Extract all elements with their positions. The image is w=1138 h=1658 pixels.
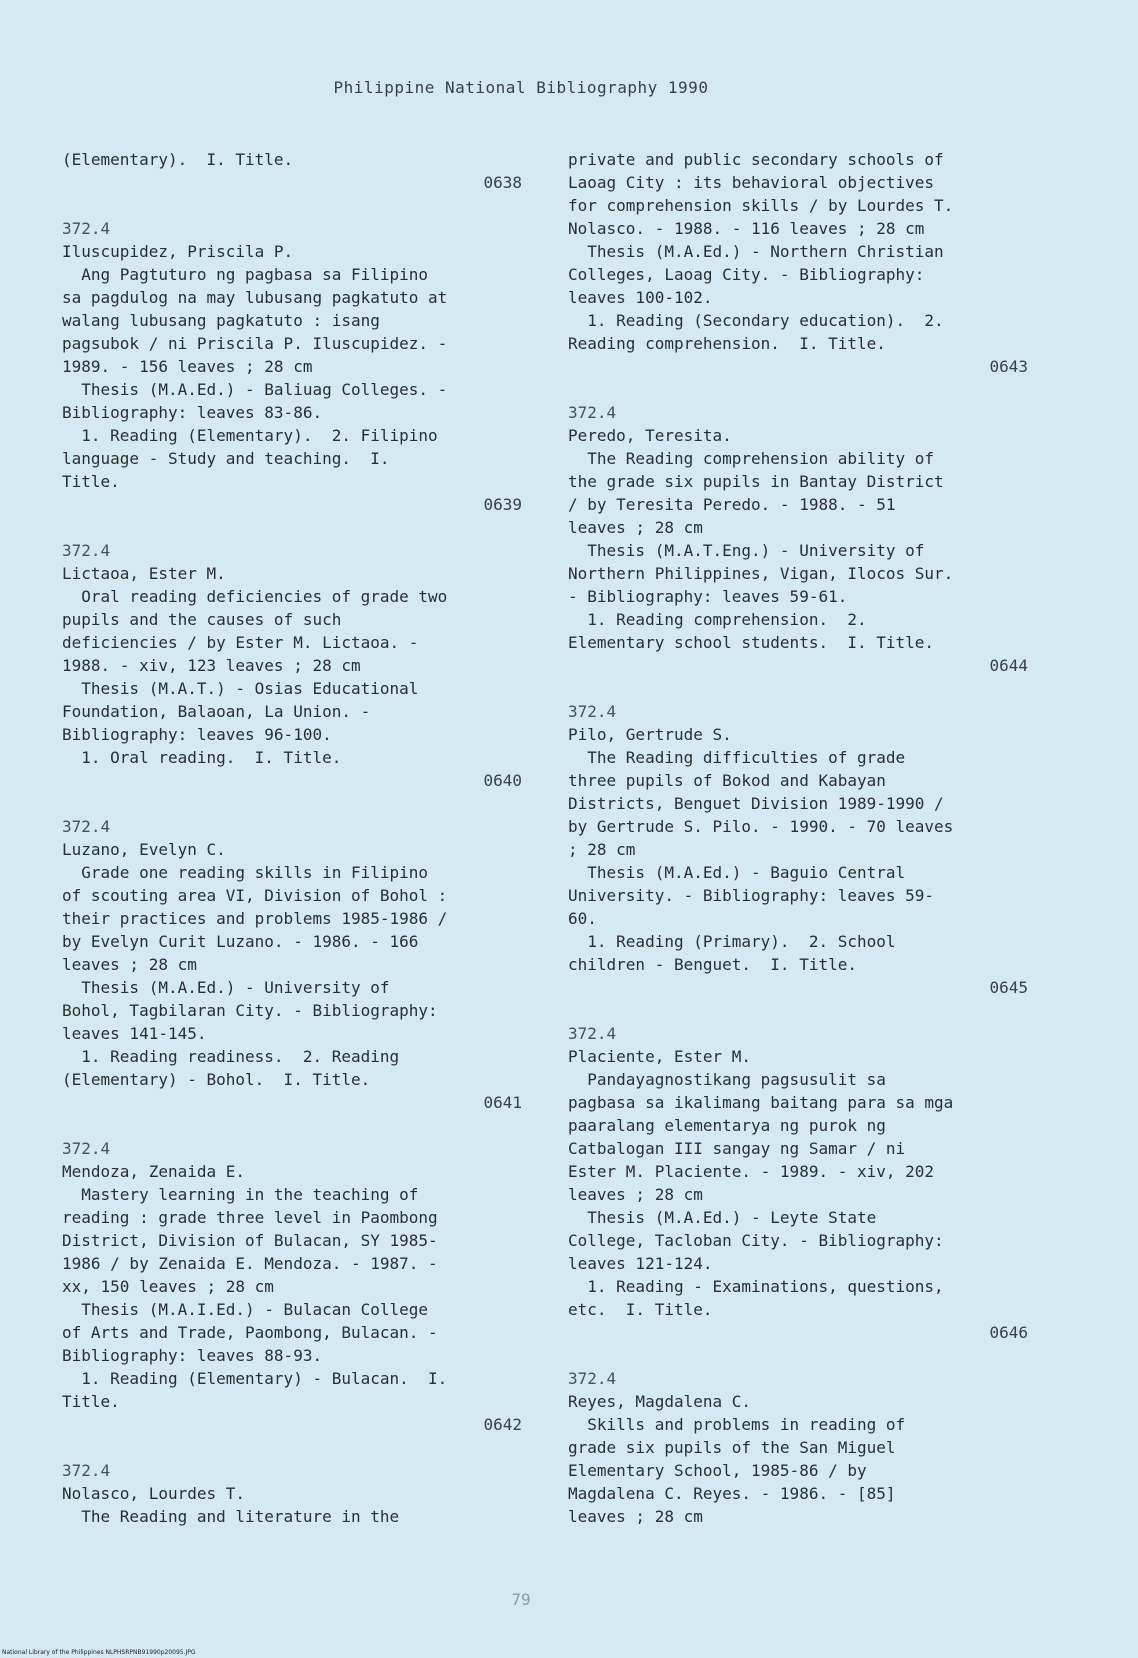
classification-number: 372.4 — [568, 702, 617, 721]
bibliography-entry — [62, 1459, 522, 1528]
classification-number: 372.4 — [62, 219, 111, 238]
entry-text-line: 1. Reading (Primary). 2. School — [568, 932, 896, 951]
classification-number: 372.4 — [62, 1139, 111, 1158]
entry-text-line: Thesis (M.A.Ed.) - Northern Christian — [568, 242, 944, 261]
entry-text-line: 1989. - 156 leaves ; 28 cm — [62, 357, 313, 376]
entry-text-line: Districts, Benguet Division 1989-1990 / — [568, 794, 944, 813]
entry-text-line: of Arts and Trade, Paombong, Bulacan. - — [62, 1323, 438, 1342]
entry-text-line: etc. I. Title. — [568, 1300, 713, 1319]
entry-text-line: Mastery learning in the teaching of — [62, 1185, 419, 1204]
entry-spacer — [62, 792, 522, 815]
entry-text-line: Thesis (M.A.Ed.) - Baguio Central — [568, 863, 906, 882]
entry-author: Lictaoa, Ester M. — [62, 564, 226, 583]
entry-text-line: grade six pupils of the San Miguel — [568, 1438, 896, 1457]
entry-text-line: 1. Reading comprehension. 2. — [568, 610, 867, 629]
bibliography-entry — [568, 1022, 1028, 1344]
entry-text-line: Elementary School, 1985-86 / by — [568, 1461, 867, 1480]
bibliography-entry — [568, 401, 1028, 677]
entry-spacer — [568, 1344, 1028, 1367]
bibliography-entry — [568, 1367, 1028, 1528]
entry-text-line: private and public secondary schools of — [568, 150, 944, 169]
entry-spacer — [568, 677, 1028, 700]
entry-text-line: / by Teresita Peredo. - 1988. - 51 — [568, 495, 896, 514]
entry-text-line: Thesis (M.A.Ed.) - Baliuag Colleges. - — [62, 380, 448, 399]
entry-text-line: the grade six pupils in Bantay District — [568, 472, 944, 491]
entry-text-line: The Reading comprehension ability of — [568, 449, 935, 468]
entry-text-line: walang lubusang pagkatuto : isang — [62, 311, 380, 330]
entry-text-line: pupils and the causes of such — [62, 610, 342, 629]
entry-text-line: xx, 150 leaves ; 28 cm — [62, 1277, 274, 1296]
entry-text-line: leaves ; 28 cm — [568, 1185, 703, 1204]
entry-text-line: leaves ; 28 cm — [62, 955, 197, 974]
entry-text-line: Elementary school students. I. Title. — [568, 633, 935, 652]
entry-text-line: Northern Philippines, Vigan, Ilocos Sur. — [568, 564, 954, 583]
bibliography-entry — [62, 148, 522, 194]
entry-text-line: leaves 100-102. — [568, 288, 713, 307]
entry-text-line: 1. Reading (Elementary) - Bulacan. I. — [62, 1369, 448, 1388]
entry-number: 0638 — [483, 173, 522, 192]
entry-text-line: Title. — [62, 472, 120, 491]
entry-number: 0640 — [483, 771, 522, 790]
entry-text-line: Bohol, Tagbilaran City. - Bibliography: — [62, 1001, 438, 1020]
entry-text-line: by Evelyn Curit Luzano. - 1986. - 166 — [62, 932, 419, 951]
entry-text-line: 1. Oral reading. I. Title. — [62, 748, 342, 767]
bibliography-entry — [62, 1137, 522, 1436]
entry-text-line: language - Study and teaching. I. — [62, 449, 390, 468]
scan-credit: National Library of the Philippines NLPHSRPNB91990p20095.JPG — [2, 1649, 196, 1656]
entry-text-line: Thesis (M.A.Ed.) - Leyte State — [568, 1208, 877, 1227]
bibliography-entry — [568, 700, 1028, 999]
entry-text-line: College, Tacloban City. - Bibliography: — [568, 1231, 944, 1250]
entry-text-line: Laoag City : its behavioral objectives — [568, 173, 935, 192]
entry-text-line: (Elementary) - Bohol. I. Title. — [62, 1070, 371, 1089]
page-number: 79 — [511, 1590, 531, 1609]
entry-text-line: by Gertrude S. Pilo. - 1990. - 70 leaves — [568, 817, 954, 836]
bibliography-entry — [62, 815, 522, 1114]
entry-author: Luzano, Evelyn C. — [62, 840, 226, 859]
entry-text-line: 1986 / by Zenaida E. Mendoza. - 1987. - — [62, 1254, 438, 1273]
classification-number: 372.4 — [62, 541, 111, 560]
entry-text-line: District, Division of Bulacan, SY 1985- — [62, 1231, 438, 1250]
entry-spacer — [62, 1114, 522, 1137]
entry-spacer — [62, 1436, 522, 1459]
entry-text-line: ; 28 cm — [568, 840, 636, 859]
page-header: Philippine National Bibliography 1990 — [333, 78, 709, 97]
entry-text-line: Thesis (M.A.Ed.) - University of — [62, 978, 390, 997]
classification-number: 372.4 — [568, 403, 617, 422]
classification-number: 372.4 — [62, 1461, 111, 1480]
bibliography-entry — [62, 539, 522, 792]
entry-text-line: children - Benguet. I. Title. — [568, 955, 857, 974]
entry-text-line: leaves 141-145. — [62, 1024, 207, 1043]
entry-text-line: Foundation, Balaoan, La Union. - — [62, 702, 371, 721]
bibliography-entry — [568, 148, 1028, 378]
entry-text-line: Bibliography: leaves 96-100. — [62, 725, 332, 744]
entry-text-line: 1. Reading - Examinations, questions, — [568, 1277, 944, 1296]
entry-text-line: Colleges, Laoag City. - Bibliography: — [568, 265, 925, 284]
entry-number: 0642 — [483, 1415, 522, 1434]
entry-text-line: 1988. - xiv, 123 leaves ; 28 cm — [62, 656, 361, 675]
entry-text-line: pagbasa sa ikalimang baitang para sa mga — [568, 1093, 954, 1112]
entry-number: 0639 — [483, 495, 522, 514]
classification-number: 372.4 — [62, 817, 111, 836]
entry-author: Reyes, Magdalena C. — [568, 1392, 752, 1411]
entry-text-line: Reading comprehension. I. Title. — [568, 334, 886, 353]
entry-text-line: of scouting area VI, Division of Bohol : — [62, 886, 448, 905]
left-column — [62, 148, 522, 1528]
entry-spacer — [568, 378, 1028, 401]
right-column — [568, 148, 1028, 1528]
entry-author: Mendoza, Zenaida E. — [62, 1162, 246, 1181]
entry-text-line: The Reading and literature in the — [62, 1507, 400, 1526]
entry-number: 0641 — [483, 1093, 522, 1112]
entry-text-line: for comprehension skills / by Lourdes T. — [568, 196, 954, 215]
entry-text-line: three pupils of Bokod and Kabayan — [568, 771, 886, 790]
entry-spacer — [568, 999, 1028, 1022]
entry-text-line: their practices and problems 1985-1986 / — [62, 909, 448, 928]
entry-text-line: Bibliography: leaves 83-86. — [62, 403, 323, 422]
classification-number: 372.4 — [568, 1024, 617, 1043]
entry-text-line: Thesis (M.A.I.Ed.) - Bulacan College — [62, 1300, 429, 1319]
entry-text-line: Thesis (M.A.T.) - Osias Educational — [62, 679, 419, 698]
entry-text-line: 1. Reading readiness. 2. Reading — [62, 1047, 400, 1066]
entry-text-line: Ester M. Placiente. - 1989. - xiv, 202 — [568, 1162, 935, 1181]
entry-text-line: paaralang elementarya ng purok ng — [568, 1116, 886, 1135]
entry-text-line: deficiencies / by Ester M. Lictaoa. - — [62, 633, 419, 652]
entry-text-line: Pandayagnostikang pagsusulit sa — [568, 1070, 886, 1089]
classification-number: 372.4 — [568, 1369, 617, 1388]
entry-text-line: 60. — [568, 909, 597, 928]
entry-author: Peredo, Teresita. — [568, 426, 732, 445]
entry-author: Placiente, Ester M. — [568, 1047, 752, 1066]
entry-text-line: leaves ; 28 cm — [568, 518, 703, 537]
entry-text-line: Bibliography: leaves 88-93. — [62, 1346, 323, 1365]
entry-text-line: Ang Pagtuturo ng pagbasa sa Filipino — [62, 265, 429, 284]
entry-text-line: Nolasco. - 1988. - 116 leaves ; 28 cm — [568, 219, 925, 238]
entry-text-line: (Elementary). I. Title. — [62, 150, 294, 169]
entry-text-line: reading : grade three level in Paombong — [62, 1208, 438, 1227]
entry-text-line: Oral reading deficiencies of grade two — [62, 587, 448, 606]
entry-text-line: - Bibliography: leaves 59-61. — [568, 587, 848, 606]
entry-author: Nolasco, Lourdes T. — [62, 1484, 246, 1503]
entry-author: Iluscupidez, Priscila P. — [62, 242, 294, 261]
entry-number: 0644 — [989, 656, 1028, 675]
entry-text-line: Catbalogan III sangay ng Samar / ni — [568, 1139, 906, 1158]
entry-text-line: leaves ; 28 cm — [568, 1507, 703, 1526]
entry-text-line: pagsubok / ni Priscila P. Iluscupidez. - — [62, 334, 448, 353]
entry-text-line: Magdalena C. Reyes. - 1986. - [85] — [568, 1484, 896, 1503]
entry-text-line: Skills and problems in reading of — [568, 1415, 906, 1434]
entry-text-line: Grade one reading skills in Filipino — [62, 863, 429, 882]
entry-text-line: leaves 121-124. — [568, 1254, 713, 1273]
entry-number: 0645 — [989, 978, 1028, 997]
entry-text-line: sa pagdulog na may lubusang pagkatuto at — [62, 288, 448, 307]
entry-text-line: The Reading difficulties of grade — [568, 748, 906, 767]
entry-text-line: Thesis (M.A.T.Eng.) - University of — [568, 541, 925, 560]
entry-text-line: 1. Reading (Secondary education). 2. — [568, 311, 944, 330]
entry-spacer — [62, 194, 522, 217]
entry-author: Pilo, Gertrude S. — [568, 725, 732, 744]
entry-text-line: 1. Reading (Elementary). 2. Filipino — [62, 426, 438, 445]
entry-spacer — [62, 516, 522, 539]
entry-number: 0646 — [989, 1323, 1028, 1342]
entry-text-line: Title. — [62, 1392, 120, 1411]
entry-text-line: University. - Bibliography: leaves 59- — [568, 886, 935, 905]
entry-number: 0643 — [989, 357, 1028, 376]
bibliography-entry — [62, 217, 522, 516]
